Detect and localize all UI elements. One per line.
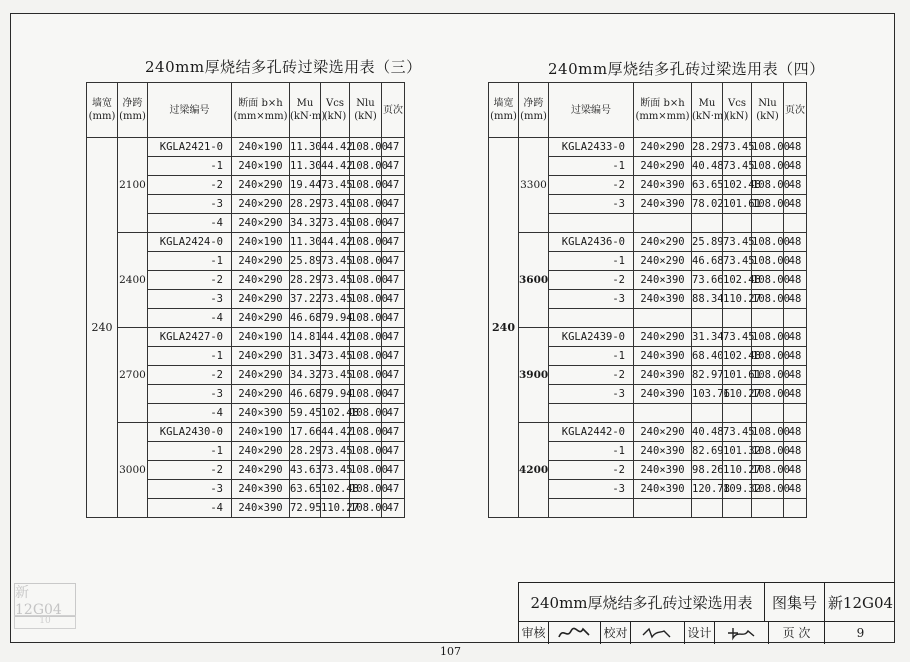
nlu-cell: 108.00	[752, 423, 784, 442]
header-code: 过梁编号	[549, 83, 634, 138]
mu-cell: 43.63	[290, 461, 321, 480]
section-cell: 240×190	[232, 328, 290, 347]
code-cell: KGLA2427-0	[148, 328, 232, 347]
vcs-cell: 101.61	[723, 195, 752, 214]
check-label: 校对	[601, 621, 631, 644]
nlu-cell: 108.00	[350, 404, 382, 423]
code-cell: -2	[549, 366, 634, 385]
nlu-cell: 108.00	[752, 347, 784, 366]
section-cell: 240×390	[232, 480, 290, 499]
page-cell	[784, 404, 807, 423]
mu-cell: 40.48	[692, 423, 723, 442]
header-vcs: Vcs (kN)	[321, 83, 350, 138]
table3-title: 240mm厚烧结多孔砖过梁选用表（三）	[145, 58, 422, 76]
section-cell: 240×290	[634, 138, 692, 157]
vcs-cell: 110.27	[723, 385, 752, 404]
page-cell: 48	[784, 176, 807, 195]
code-cell: -1	[549, 252, 634, 271]
nlu-cell: 108.00	[350, 480, 382, 499]
mu-cell: 28.29	[290, 271, 321, 290]
section-cell: 240×390	[232, 499, 290, 518]
code-cell: KGLA2442-0	[549, 423, 634, 442]
code-cell: -3	[148, 385, 232, 404]
nlu-cell	[752, 309, 784, 328]
code-cell: -2	[148, 176, 232, 195]
page-cell: 48	[784, 442, 807, 461]
mu-cell: 31.34	[692, 328, 723, 347]
mu-cell: 14.81	[290, 328, 321, 347]
code-cell: -3	[148, 290, 232, 309]
header-nlu: Nlu (kN)	[350, 83, 382, 138]
header-section: 断面 b×h (mm×mm)	[634, 83, 692, 138]
mu-cell: 72.95	[290, 499, 321, 518]
nlu-cell: 108.00	[752, 290, 784, 309]
table-header-row	[489, 83, 807, 138]
page-cell: 47	[382, 366, 405, 385]
mu-cell	[692, 214, 723, 233]
page-cell: 48	[784, 252, 807, 271]
page-cell: 47	[382, 404, 405, 423]
header-nlu: Nlu (kN)	[752, 83, 784, 138]
page-cell: 48	[784, 138, 807, 157]
mu-cell: 103.76	[692, 385, 723, 404]
nlu-cell: 108.00	[350, 309, 382, 328]
span-cell: 2100	[118, 138, 148, 233]
page-cell: 47	[382, 309, 405, 328]
nlu-cell: 108.00	[752, 176, 784, 195]
code-cell: KGLA2424-0	[148, 233, 232, 252]
page-cell: 48	[784, 366, 807, 385]
mu-cell: 63.65	[290, 480, 321, 499]
section-cell: 240×290	[232, 252, 290, 271]
code-cell	[549, 404, 634, 423]
nlu-cell: 108.00	[752, 442, 784, 461]
code-cell: KGLA2433-0	[549, 138, 634, 157]
page-cell: 47	[382, 461, 405, 480]
title-block	[518, 582, 895, 643]
nlu-cell: 108.00	[752, 366, 784, 385]
vcs-cell: 79.94	[321, 309, 350, 328]
code-cell: -1	[549, 442, 634, 461]
section-cell: 240×290	[634, 252, 692, 271]
page-number: 107	[440, 645, 461, 658]
code-cell: -3	[148, 480, 232, 499]
nlu-cell: 108.00	[752, 328, 784, 347]
mu-cell: 46.68	[290, 309, 321, 328]
mu-cell: 19.44	[290, 176, 321, 195]
page-cell: 47	[382, 271, 405, 290]
page-cell: 47	[382, 252, 405, 271]
vcs-cell: 73.45	[321, 461, 350, 480]
section-cell	[634, 404, 692, 423]
vcs-cell: 102.48	[321, 404, 350, 423]
nlu-cell: 108.00	[350, 233, 382, 252]
section-cell: 240×290	[232, 461, 290, 480]
header-vcs: Vcs (kN)	[723, 83, 752, 138]
code-cell: -1	[148, 252, 232, 271]
mu-cell: 37.22	[290, 290, 321, 309]
mu-cell: 25.89	[692, 233, 723, 252]
code-cell: -2	[549, 176, 634, 195]
nlu-cell: 108.00	[752, 252, 784, 271]
mu-cell: 46.68	[290, 385, 321, 404]
checker-signature	[631, 621, 685, 644]
header-mu: Mu (kN·m)	[290, 83, 321, 138]
section-cell: 240×390	[634, 442, 692, 461]
mu-cell: 63.65	[692, 176, 723, 195]
section-cell: 240×290	[232, 366, 290, 385]
table4-title: 240mm厚烧结多孔砖过梁选用表（四）	[548, 60, 825, 78]
nlu-cell: 108.00	[350, 271, 382, 290]
page-cell: 47	[382, 499, 405, 518]
section-cell: 240×290	[232, 214, 290, 233]
header-section: 断面 b×h (mm×mm)	[232, 83, 290, 138]
nlu-cell: 108.00	[350, 157, 382, 176]
code-cell: KGLA2421-0	[148, 138, 232, 157]
page-cell: 47	[382, 328, 405, 347]
mu-cell: 25.89	[290, 252, 321, 271]
mu-cell: 31.34	[290, 347, 321, 366]
span-cell: 3000	[118, 423, 148, 518]
page-cell: 48	[784, 347, 807, 366]
vcs-cell	[723, 214, 752, 233]
section-cell: 240×390	[634, 290, 692, 309]
page-cell	[784, 309, 807, 328]
review-label: 审核	[519, 621, 549, 644]
section-cell: 240×290	[634, 423, 692, 442]
mu-cell: 73.66	[692, 271, 723, 290]
nlu-cell: 108.00	[752, 480, 784, 499]
span-cell: 3300	[519, 138, 549, 233]
mu-cell: 28.29	[692, 138, 723, 157]
design-label: 设计	[685, 621, 715, 644]
page-cell: 48	[784, 290, 807, 309]
mu-cell: 98.26	[692, 461, 723, 480]
wall-width-cell: 240	[87, 138, 118, 518]
nlu-cell: 108.00	[350, 499, 382, 518]
table-row	[489, 328, 807, 347]
section-cell	[634, 309, 692, 328]
header-page: 页次	[784, 83, 807, 138]
vcs-cell	[723, 309, 752, 328]
vcs-cell: 73.45	[723, 157, 752, 176]
section-cell: 240×390	[634, 195, 692, 214]
vcs-cell: 44.42	[321, 157, 350, 176]
code-cell: -2	[148, 461, 232, 480]
vcs-cell: 73.45	[321, 442, 350, 461]
code-cell: -4	[148, 499, 232, 518]
page-cell: 47	[382, 423, 405, 442]
mu-cell: 28.29	[290, 195, 321, 214]
page-cell: 48	[784, 480, 807, 499]
mu-cell: 11.30	[290, 138, 321, 157]
page-value: 9	[856, 625, 865, 640]
designer-signature	[715, 621, 769, 644]
nlu-cell: 108.00	[350, 252, 382, 271]
page-cell: 48	[784, 328, 807, 347]
nlu-cell: 108.00	[350, 442, 382, 461]
table-row	[489, 233, 807, 252]
nlu-cell: 108.00	[350, 290, 382, 309]
mu-cell: 11.30	[290, 233, 321, 252]
nlu-cell: 108.00	[350, 138, 382, 157]
span-cell: 4200	[519, 423, 549, 518]
mu-cell: 40.48	[692, 157, 723, 176]
lintel-table-4	[488, 82, 807, 518]
vcs-cell: 101.61	[723, 366, 752, 385]
nlu-cell: 108.00	[752, 461, 784, 480]
page-cell: 47	[382, 138, 405, 157]
section-cell: 240×390	[634, 347, 692, 366]
code-cell: -3	[148, 195, 232, 214]
page-cell: 47	[382, 385, 405, 404]
nlu-cell: 108.00	[350, 423, 382, 442]
page-cell: 48	[784, 271, 807, 290]
vcs-cell: 110.27	[723, 461, 752, 480]
code-cell: -2	[148, 366, 232, 385]
reviewer-signature	[549, 621, 601, 644]
vcs-cell: 73.45	[321, 347, 350, 366]
code-cell: -3	[549, 290, 634, 309]
code-cell: -2	[549, 461, 634, 480]
table-header-row	[87, 83, 405, 138]
vcs-cell: 102.48	[321, 480, 350, 499]
nlu-cell: 108.00	[350, 385, 382, 404]
page-cell: 47	[382, 290, 405, 309]
atlas-label: 图集号	[765, 583, 825, 621]
section-cell: 240×290	[232, 271, 290, 290]
vcs-cell: 73.45	[321, 290, 350, 309]
vcs-cell: 102.48	[723, 271, 752, 290]
page-cell: 47	[382, 233, 405, 252]
section-cell	[634, 499, 692, 518]
code-cell: -4	[148, 309, 232, 328]
nlu-cell: 108.00	[350, 176, 382, 195]
table-row	[87, 328, 405, 347]
code-cell: -3	[549, 195, 634, 214]
section-cell: 240×290	[232, 195, 290, 214]
page-cell: 48	[784, 157, 807, 176]
code-cell: -4	[148, 404, 232, 423]
table-row	[87, 138, 405, 157]
drawing-title: 240mm厚烧结多孔砖过梁选用表	[519, 583, 765, 621]
code-cell: -3	[549, 480, 634, 499]
code-cell: -1	[148, 442, 232, 461]
atlas-number: 新12G04	[827, 593, 894, 612]
nlu-cell: 108.00	[350, 347, 382, 366]
span-cell: 2700	[118, 328, 148, 423]
nlu-cell: 108.00	[752, 233, 784, 252]
page-cell: 47	[382, 480, 405, 499]
header-page: 页次	[382, 83, 405, 138]
mu-cell	[692, 404, 723, 423]
faded-page-stamp: 10	[14, 615, 76, 629]
section-cell: 240×190	[232, 138, 290, 157]
vcs-cell	[723, 404, 752, 423]
mu-cell: 28.29	[290, 442, 321, 461]
nlu-cell: 108.00	[350, 214, 382, 233]
code-cell: -3	[549, 385, 634, 404]
mu-cell: 46.68	[692, 252, 723, 271]
span-cell: 3900	[519, 328, 549, 423]
code-cell: -4	[148, 214, 232, 233]
page-cell: 48	[784, 233, 807, 252]
code-cell	[549, 309, 634, 328]
section-cell: 240×290	[232, 347, 290, 366]
section-cell: 240×390	[634, 480, 692, 499]
page-cell: 47	[382, 157, 405, 176]
section-cell: 240×390	[634, 271, 692, 290]
page-label: 页 次	[769, 621, 825, 644]
mu-cell: 17.66	[290, 423, 321, 442]
vcs-cell: 79.94	[321, 385, 350, 404]
nlu-cell: 108.00	[752, 157, 784, 176]
section-cell: 240×290	[634, 328, 692, 347]
wall-width-cell: 240	[489, 138, 519, 518]
section-cell: 240×290	[232, 309, 290, 328]
page-cell: 47	[382, 176, 405, 195]
vcs-cell: 73.45	[723, 233, 752, 252]
table-row	[87, 423, 405, 442]
mu-cell: 34.32	[290, 214, 321, 233]
section-cell: 240×290	[232, 385, 290, 404]
code-cell: KGLA2436-0	[549, 233, 634, 252]
header-wall: 墙宽(mm)	[87, 83, 118, 138]
mu-cell: 78.02	[692, 195, 723, 214]
lintel-table-3	[86, 82, 405, 518]
page-cell: 47	[382, 442, 405, 461]
nlu-cell: 108.00	[752, 271, 784, 290]
section-cell	[634, 214, 692, 233]
section-cell: 240×290	[634, 157, 692, 176]
code-cell: -1	[148, 157, 232, 176]
vcs-cell: 110.27	[321, 499, 350, 518]
span-cell: 3600	[519, 233, 549, 328]
table-row	[489, 138, 807, 157]
header-wall: 墙宽(mm)	[489, 83, 519, 138]
code-cell	[549, 214, 634, 233]
mu-cell: 59.45	[290, 404, 321, 423]
section-cell: 240×390	[232, 404, 290, 423]
vcs-cell: 44.42	[321, 328, 350, 347]
vcs-cell	[723, 499, 752, 518]
vcs-cell: 102.48	[723, 347, 752, 366]
vcs-cell: 73.45	[321, 176, 350, 195]
code-cell: KGLA2430-0	[148, 423, 232, 442]
section-cell: 240×390	[634, 385, 692, 404]
header-span: 净跨(mm)	[519, 83, 549, 138]
nlu-cell: 108.00	[350, 366, 382, 385]
code-cell: -1	[549, 157, 634, 176]
page-cell	[784, 499, 807, 518]
nlu-cell: 108.00	[350, 195, 382, 214]
faded-atlas-stamp: 新12G04	[14, 583, 76, 617]
page-cell: 47	[382, 347, 405, 366]
section-cell: 240×290	[232, 290, 290, 309]
page-cell	[784, 214, 807, 233]
table-row	[489, 423, 807, 442]
section-cell: 240×390	[634, 461, 692, 480]
vcs-cell: 73.45	[723, 423, 752, 442]
code-cell: KGLA2439-0	[549, 328, 634, 347]
vcs-cell: 73.45	[723, 328, 752, 347]
code-cell: -2	[549, 271, 634, 290]
vcs-cell: 44.42	[321, 423, 350, 442]
nlu-cell: 108.00	[350, 328, 382, 347]
mu-cell: 88.34	[692, 290, 723, 309]
vcs-cell: 109.32	[723, 480, 752, 499]
nlu-cell: 108.00	[752, 138, 784, 157]
mu-cell: 82.97	[692, 366, 723, 385]
section-cell: 240×190	[232, 233, 290, 252]
vcs-cell: 102.48	[723, 176, 752, 195]
mu-cell: 11.30	[290, 157, 321, 176]
vcs-cell: 44.42	[321, 138, 350, 157]
vcs-cell: 73.45	[321, 214, 350, 233]
vcs-cell: 73.45	[723, 138, 752, 157]
nlu-cell	[752, 214, 784, 233]
code-cell: -1	[549, 347, 634, 366]
nlu-cell: 108.00	[752, 195, 784, 214]
vcs-cell: 73.45	[723, 252, 752, 271]
mu-cell: 68.40	[692, 347, 723, 366]
section-cell: 240×390	[634, 366, 692, 385]
page-cell: 48	[784, 461, 807, 480]
section-cell: 240×290	[634, 233, 692, 252]
vcs-cell: 110.27	[723, 290, 752, 309]
nlu-cell: 108.00	[752, 385, 784, 404]
section-cell: 240×190	[232, 423, 290, 442]
mu-cell	[692, 309, 723, 328]
vcs-cell: 101.32	[723, 442, 752, 461]
mu-cell: 82.69	[692, 442, 723, 461]
vcs-cell: 73.45	[321, 271, 350, 290]
section-cell: 240×290	[232, 176, 290, 195]
page-cell: 48	[784, 385, 807, 404]
header-span: 净跨(mm)	[118, 83, 148, 138]
nlu-cell	[752, 499, 784, 518]
vcs-cell: 73.45	[321, 366, 350, 385]
header-mu: Mu (kN·m)	[692, 83, 723, 138]
vcs-cell: 73.45	[321, 252, 350, 271]
nlu-cell: 108.00	[350, 461, 382, 480]
vcs-cell: 44.42	[321, 233, 350, 252]
table-row	[87, 233, 405, 252]
mu-cell: 120.78	[692, 480, 723, 499]
code-cell	[549, 499, 634, 518]
code-cell: -1	[148, 347, 232, 366]
section-cell: 240×190	[232, 157, 290, 176]
page-cell: 48	[784, 423, 807, 442]
section-cell: 240×390	[634, 176, 692, 195]
vcs-cell: 73.45	[321, 195, 350, 214]
span-cell: 2400	[118, 233, 148, 328]
page-cell: 47	[382, 195, 405, 214]
page-cell: 47	[382, 214, 405, 233]
nlu-cell	[752, 404, 784, 423]
mu-cell: 34.32	[290, 366, 321, 385]
section-cell: 240×290	[232, 442, 290, 461]
code-cell: -2	[148, 271, 232, 290]
page-cell: 48	[784, 195, 807, 214]
header-code: 过梁编号	[148, 83, 232, 138]
mu-cell	[692, 499, 723, 518]
